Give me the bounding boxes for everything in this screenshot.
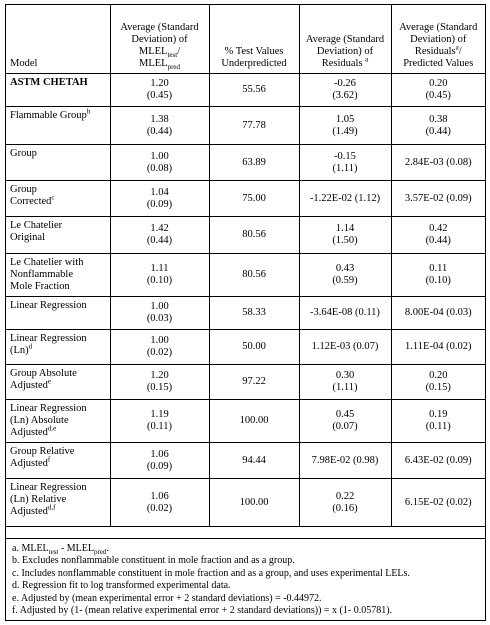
pct-underpredicted-cell bbox=[209, 400, 299, 443]
model-name-line3-text: Adjusted bbox=[10, 506, 48, 517]
mlel-ratio-cell bbox=[110, 443, 209, 479]
residuals-cell-value: 1.05 bbox=[335, 113, 355, 125]
pct-underpredicted-cell-value: 94.44 bbox=[242, 454, 266, 466]
model-name-line1: Linear Regression bbox=[10, 300, 87, 311]
model-name-line2: (Ln) Relative bbox=[10, 494, 67, 505]
residuals-cell bbox=[299, 330, 391, 365]
residuals-cell-value: 7.98E-02 (0.98) bbox=[311, 454, 379, 466]
model-name-line1: Group Absolute bbox=[10, 368, 77, 379]
residuals-predicted-cell-value: 6.43E-02 (0.09) bbox=[404, 454, 472, 466]
model-name-cell bbox=[6, 443, 110, 479]
footnote-marker: b bbox=[86, 107, 91, 116]
mlel-ratio-cell-value: 1.20 bbox=[150, 370, 169, 381]
footnote-d: d. Regression fit to log transformed experimental data. bbox=[12, 580, 231, 592]
footnote-marker: d,f bbox=[47, 503, 56, 512]
pct-underpredicted-cell-value: 97.22 bbox=[242, 376, 266, 387]
model-name-line1 bbox=[10, 107, 106, 122]
residuals-predicted-cell-value: 8.00E-04 (0.03) bbox=[404, 307, 472, 318]
residuals-predicted-cell bbox=[391, 297, 485, 330]
pct-underpredicted-cell-value: 75.00 bbox=[242, 192, 266, 204]
model-name-line2 bbox=[10, 342, 106, 357]
pct-underpredicted-cell-value: 63.89 bbox=[242, 156, 266, 168]
model-name-line2: Original bbox=[10, 232, 45, 243]
mlel-ratio-cell-value: 1.06 bbox=[150, 448, 169, 460]
residuals-predicted-cell-stddev: (0.11) bbox=[425, 421, 451, 432]
pct-underpredicted-cell bbox=[209, 479, 299, 527]
residuals-cell-value: 1.12E-03 (0.07) bbox=[311, 341, 379, 352]
residuals-cell-stddev: (0.59) bbox=[332, 275, 358, 286]
residuals-cell bbox=[299, 443, 391, 479]
model-name-line2 bbox=[10, 193, 106, 208]
table-body bbox=[6, 74, 485, 527]
model-name-line1: Group Relative bbox=[10, 446, 75, 457]
mlel-ratio-cell-stddev: (0.02) bbox=[146, 347, 173, 358]
model-name-cell bbox=[6, 181, 110, 217]
footnote-marker: d bbox=[28, 342, 33, 351]
table-row bbox=[6, 443, 485, 479]
residuals-predicted-cell bbox=[391, 181, 485, 217]
model-name-line2-text: (Ln) bbox=[10, 345, 29, 356]
residuals-cell-value: -0.15 bbox=[334, 150, 356, 162]
mlel-ratio-cell-stddev: (0.08) bbox=[146, 162, 173, 174]
mlel-ratio-cell bbox=[110, 479, 209, 527]
model-name-line2-text: Corrected bbox=[10, 196, 52, 207]
table-row bbox=[6, 217, 485, 254]
mlel-ratio-cell-value: 1.04 bbox=[150, 186, 169, 198]
residuals-cell bbox=[299, 297, 391, 330]
model-name-line2-text: Adjusted bbox=[10, 380, 48, 391]
pct-underpredicted-cell-value: 77.78 bbox=[242, 119, 266, 131]
table-row bbox=[6, 181, 485, 217]
header-mlel: Average (Standard Deviation) of $MLEL_{test}/$ $MLEL_{pred}$ bbox=[110, 5, 209, 74]
mlel-ratio-cell bbox=[110, 145, 209, 181]
pct-underpredicted-cell-value: 50.00 bbox=[242, 341, 266, 352]
model-name-cell bbox=[6, 107, 110, 145]
residuals-cell bbox=[299, 217, 391, 254]
table-row bbox=[6, 479, 485, 527]
residuals-predicted-cell-value: 3.57E-02 (0.09) bbox=[404, 192, 472, 204]
residuals-cell bbox=[299, 254, 391, 297]
mlel-ratio-cell-stddev: (0.44) bbox=[146, 125, 173, 137]
model-name-line1: Group bbox=[10, 148, 37, 159]
residuals-predicted-cell-value: 0.20 bbox=[429, 78, 448, 89]
residuals-predicted-cell bbox=[391, 254, 485, 297]
model-name-cell bbox=[6, 254, 110, 297]
pct-underpredicted-cell bbox=[209, 365, 299, 400]
residuals-predicted-cell-value: 0.20 bbox=[429, 370, 448, 381]
footnotes bbox=[6, 538, 485, 621]
header-model: Model bbox=[6, 5, 110, 74]
data-table-frame bbox=[5, 4, 486, 621]
residuals-predicted-cell-value: 0.42 bbox=[429, 223, 448, 234]
mlel-ratio-cell bbox=[110, 107, 209, 145]
pct-underpredicted-cell bbox=[209, 297, 299, 330]
mlel-ratio-cell bbox=[110, 365, 209, 400]
mlel-ratio-cell bbox=[110, 330, 209, 365]
mlel-ratio-cell-value: 1.38 bbox=[150, 113, 169, 125]
pct-underpredicted-cell bbox=[209, 74, 299, 107]
residuals-cell bbox=[299, 365, 391, 400]
header-row bbox=[6, 5, 485, 74]
residuals-predicted-cell bbox=[391, 479, 485, 527]
pct-underpredicted-cell-value: 100.00 bbox=[239, 496, 269, 508]
residuals-cell-stddev: (3.62) bbox=[332, 90, 358, 101]
footnote-marker: d,e bbox=[47, 424, 57, 433]
model-name-cell bbox=[6, 479, 110, 527]
model-name-line1: Linear Regression bbox=[10, 403, 87, 414]
model-name-line2 bbox=[10, 455, 106, 470]
results-table bbox=[6, 5, 485, 527]
model-name-cell bbox=[6, 330, 110, 365]
residuals-predicted-cell bbox=[391, 365, 485, 400]
pct-underpredicted-cell-value: 100.00 bbox=[239, 415, 269, 426]
model-name-line1: ASTM CHETAH bbox=[10, 77, 88, 88]
residuals-cell-stddev: (1.11) bbox=[332, 382, 358, 393]
model-name-line1-text: Flammable Group bbox=[10, 110, 87, 121]
residuals-predicted-cell-stddev: (0.44) bbox=[425, 125, 451, 137]
header-residuals: Average (Standard Deviation) of Residuals $^a$ bbox=[299, 5, 391, 74]
mlel-ratio-cell-value: 1.06 bbox=[150, 490, 169, 502]
mlel-ratio-cell-stddev: (0.45) bbox=[146, 90, 173, 101]
model-name-line2-text: Adjusted bbox=[10, 458, 48, 469]
pct-underpredicted-cell-value: 55.56 bbox=[242, 84, 266, 95]
mlel-ratio-cell bbox=[110, 254, 209, 297]
mlel-ratio-cell-value: 1.19 bbox=[150, 409, 169, 420]
model-name-cell bbox=[6, 365, 110, 400]
table-row bbox=[6, 107, 485, 145]
mlel-ratio-cell bbox=[110, 217, 209, 254]
footnote-c: c. Includes nonflammable constituent in mole fraction and as a group, and uses experimental LELs. bbox=[12, 567, 410, 579]
residuals-cell-value: 1.14 bbox=[335, 223, 355, 234]
pct-underpredicted-cell bbox=[209, 330, 299, 365]
table-row bbox=[6, 145, 485, 181]
residuals-predicted-cell-value: 6.15E-02 (0.02) bbox=[404, 496, 472, 508]
model-name-line3 bbox=[10, 503, 106, 518]
model-name-line1: Le Chatelier with bbox=[10, 257, 84, 268]
residuals-cell-value: 0.22 bbox=[335, 490, 355, 502]
residuals-cell bbox=[299, 181, 391, 217]
footnote-f: f. Adjusted by (1- (mean relative experimental error + 2 standard deviations)) = x (1- 0.05781). bbox=[12, 605, 393, 617]
mlel-ratio-cell-stddev: (0.15) bbox=[146, 382, 173, 393]
model-name-cell bbox=[6, 74, 110, 107]
model-name-cell bbox=[6, 145, 110, 181]
residuals-cell-stddev: (1.11) bbox=[332, 162, 358, 174]
residuals-predicted-cell-stddev: (0.15) bbox=[425, 382, 451, 393]
model-name-line1: Linear Regression bbox=[10, 333, 87, 344]
mlel-ratio-cell bbox=[110, 181, 209, 217]
residuals-predicted-cell bbox=[391, 330, 485, 365]
pct-underpredicted-cell bbox=[209, 217, 299, 254]
footnote-e: e. Adjusted by (mean experimental error + 2 standard deviations) = -0.44972. bbox=[12, 592, 322, 604]
model-name-line1: Group bbox=[10, 184, 37, 195]
residuals-cell-stddev: (0.07) bbox=[332, 421, 358, 432]
residuals-predicted-cell bbox=[391, 145, 485, 181]
pct-underpredicted-cell-value: 58.33 bbox=[242, 307, 266, 318]
model-name-cell bbox=[6, 297, 110, 330]
footnote-marker: c bbox=[51, 193, 55, 202]
residuals-cell bbox=[299, 145, 391, 181]
header-pct-underpredicted: % Test Values Underpredicted bbox=[209, 5, 299, 74]
table-row bbox=[6, 74, 485, 107]
pct-underpredicted-cell bbox=[209, 254, 299, 297]
footnote-marker: e bbox=[47, 377, 52, 386]
model-name-cell bbox=[6, 217, 110, 254]
residuals-predicted-cell-value: 2.84E-03 (0.08) bbox=[404, 156, 472, 168]
residuals-cell bbox=[299, 479, 391, 527]
residuals-cell bbox=[299, 74, 391, 107]
residuals-cell bbox=[299, 107, 391, 145]
model-name-line2 bbox=[10, 377, 106, 392]
model-name-line3-text: Adjusted bbox=[10, 427, 48, 438]
model-name-line1: Le Chatelier bbox=[10, 220, 63, 231]
residuals-predicted-cell bbox=[391, 217, 485, 254]
mlel-ratio-cell-value: 1.20 bbox=[150, 78, 169, 89]
mlel-ratio-cell-value: 1.42 bbox=[150, 223, 169, 234]
mlel-ratio-cell bbox=[110, 400, 209, 443]
pct-underpredicted-cell bbox=[209, 145, 299, 181]
mlel-ratio-cell-value: 1.11 bbox=[150, 263, 169, 274]
residuals-predicted-cell-value: 1.11E-04 (0.02) bbox=[405, 341, 472, 352]
mlel-ratio-cell-stddev: (0.02) bbox=[146, 502, 173, 514]
mlel-ratio-cell-value: 1.00 bbox=[150, 301, 169, 312]
table-row bbox=[6, 400, 485, 443]
residuals-cell bbox=[299, 400, 391, 443]
model-name-line3: Mole Fraction bbox=[10, 281, 70, 292]
residuals-cell-value: 0.43 bbox=[335, 263, 355, 274]
residuals-cell-stddev: (1.50) bbox=[332, 235, 358, 246]
pct-underpredicted-cell bbox=[209, 107, 299, 145]
footnote-a: a. $MLEL_{test}$ - $MLEL_{pred}$. bbox=[12, 543, 109, 556]
mlel-ratio-cell-stddev: (0.09) bbox=[146, 460, 173, 472]
residuals-predicted-cell bbox=[391, 107, 485, 145]
mlel-ratio-cell-stddev: (0.03) bbox=[146, 313, 173, 324]
residuals-predicted-cell bbox=[391, 74, 485, 107]
residuals-predicted-cell-value: 0.38 bbox=[429, 113, 448, 125]
mlel-ratio-cell-stddev: (0.11) bbox=[147, 421, 172, 432]
residuals-predicted-cell-stddev: (0.45) bbox=[425, 90, 451, 101]
residuals-predicted-cell-stddev: (0.44) bbox=[425, 235, 451, 246]
mlel-ratio-cell-value: 1.00 bbox=[150, 150, 169, 162]
table-row bbox=[6, 254, 485, 297]
residuals-predicted-cell bbox=[391, 400, 485, 443]
residuals-cell-value: -3.64E-08 (0.11) bbox=[310, 307, 380, 318]
model-name-line2: (Ln) Absolute bbox=[10, 415, 69, 426]
mlel-ratio-cell-stddev: (0.44) bbox=[146, 235, 173, 246]
pct-underpredicted-cell bbox=[209, 181, 299, 217]
model-name-line3 bbox=[10, 424, 106, 439]
residuals-cell-value: -1.22E-02 (1.12) bbox=[309, 192, 381, 204]
model-name-line1: Linear Regression bbox=[10, 482, 87, 493]
table-row bbox=[6, 297, 485, 330]
model-name-cell bbox=[6, 400, 110, 443]
table-row bbox=[6, 365, 485, 400]
model-name-line2: Nonflammable bbox=[10, 269, 73, 280]
residuals-cell-stddev: (0.16) bbox=[332, 502, 358, 514]
residuals-cell-value: 0.45 bbox=[335, 409, 355, 420]
mlel-ratio-cell-value: 1.00 bbox=[150, 335, 169, 346]
residuals-predicted-cell-value: 0.11 bbox=[429, 263, 448, 274]
header-residuals-predicted: Average (Standard Deviation) of Residuals$^a$/ Predicted Values bbox=[391, 5, 485, 74]
mlel-ratio-cell bbox=[110, 74, 209, 107]
mlel-ratio-cell-stddev: (0.09) bbox=[146, 198, 173, 210]
pct-underpredicted-cell-value: 80.56 bbox=[242, 269, 266, 280]
residuals-cell-stddev: (1.49) bbox=[332, 125, 358, 137]
residuals-predicted-cell-stddev: (0.10) bbox=[425, 275, 451, 286]
residuals-cell-value: 0.30 bbox=[335, 370, 355, 381]
footnote-marker: f bbox=[47, 455, 51, 464]
residuals-cell-value: -0.26 bbox=[334, 78, 356, 89]
footnote-b: b. Excludes nonflammable constituent in mole fraction and as a group. bbox=[12, 555, 295, 567]
mlel-ratio-cell bbox=[110, 297, 209, 330]
mlel-ratio-cell-stddev: (0.10) bbox=[146, 275, 173, 286]
residuals-predicted-cell-value: 0.19 bbox=[429, 409, 448, 420]
pct-underpredicted-cell-value: 80.56 bbox=[242, 229, 266, 240]
table-row bbox=[6, 330, 485, 365]
pct-underpredicted-cell bbox=[209, 443, 299, 479]
residuals-predicted-cell bbox=[391, 443, 485, 479]
